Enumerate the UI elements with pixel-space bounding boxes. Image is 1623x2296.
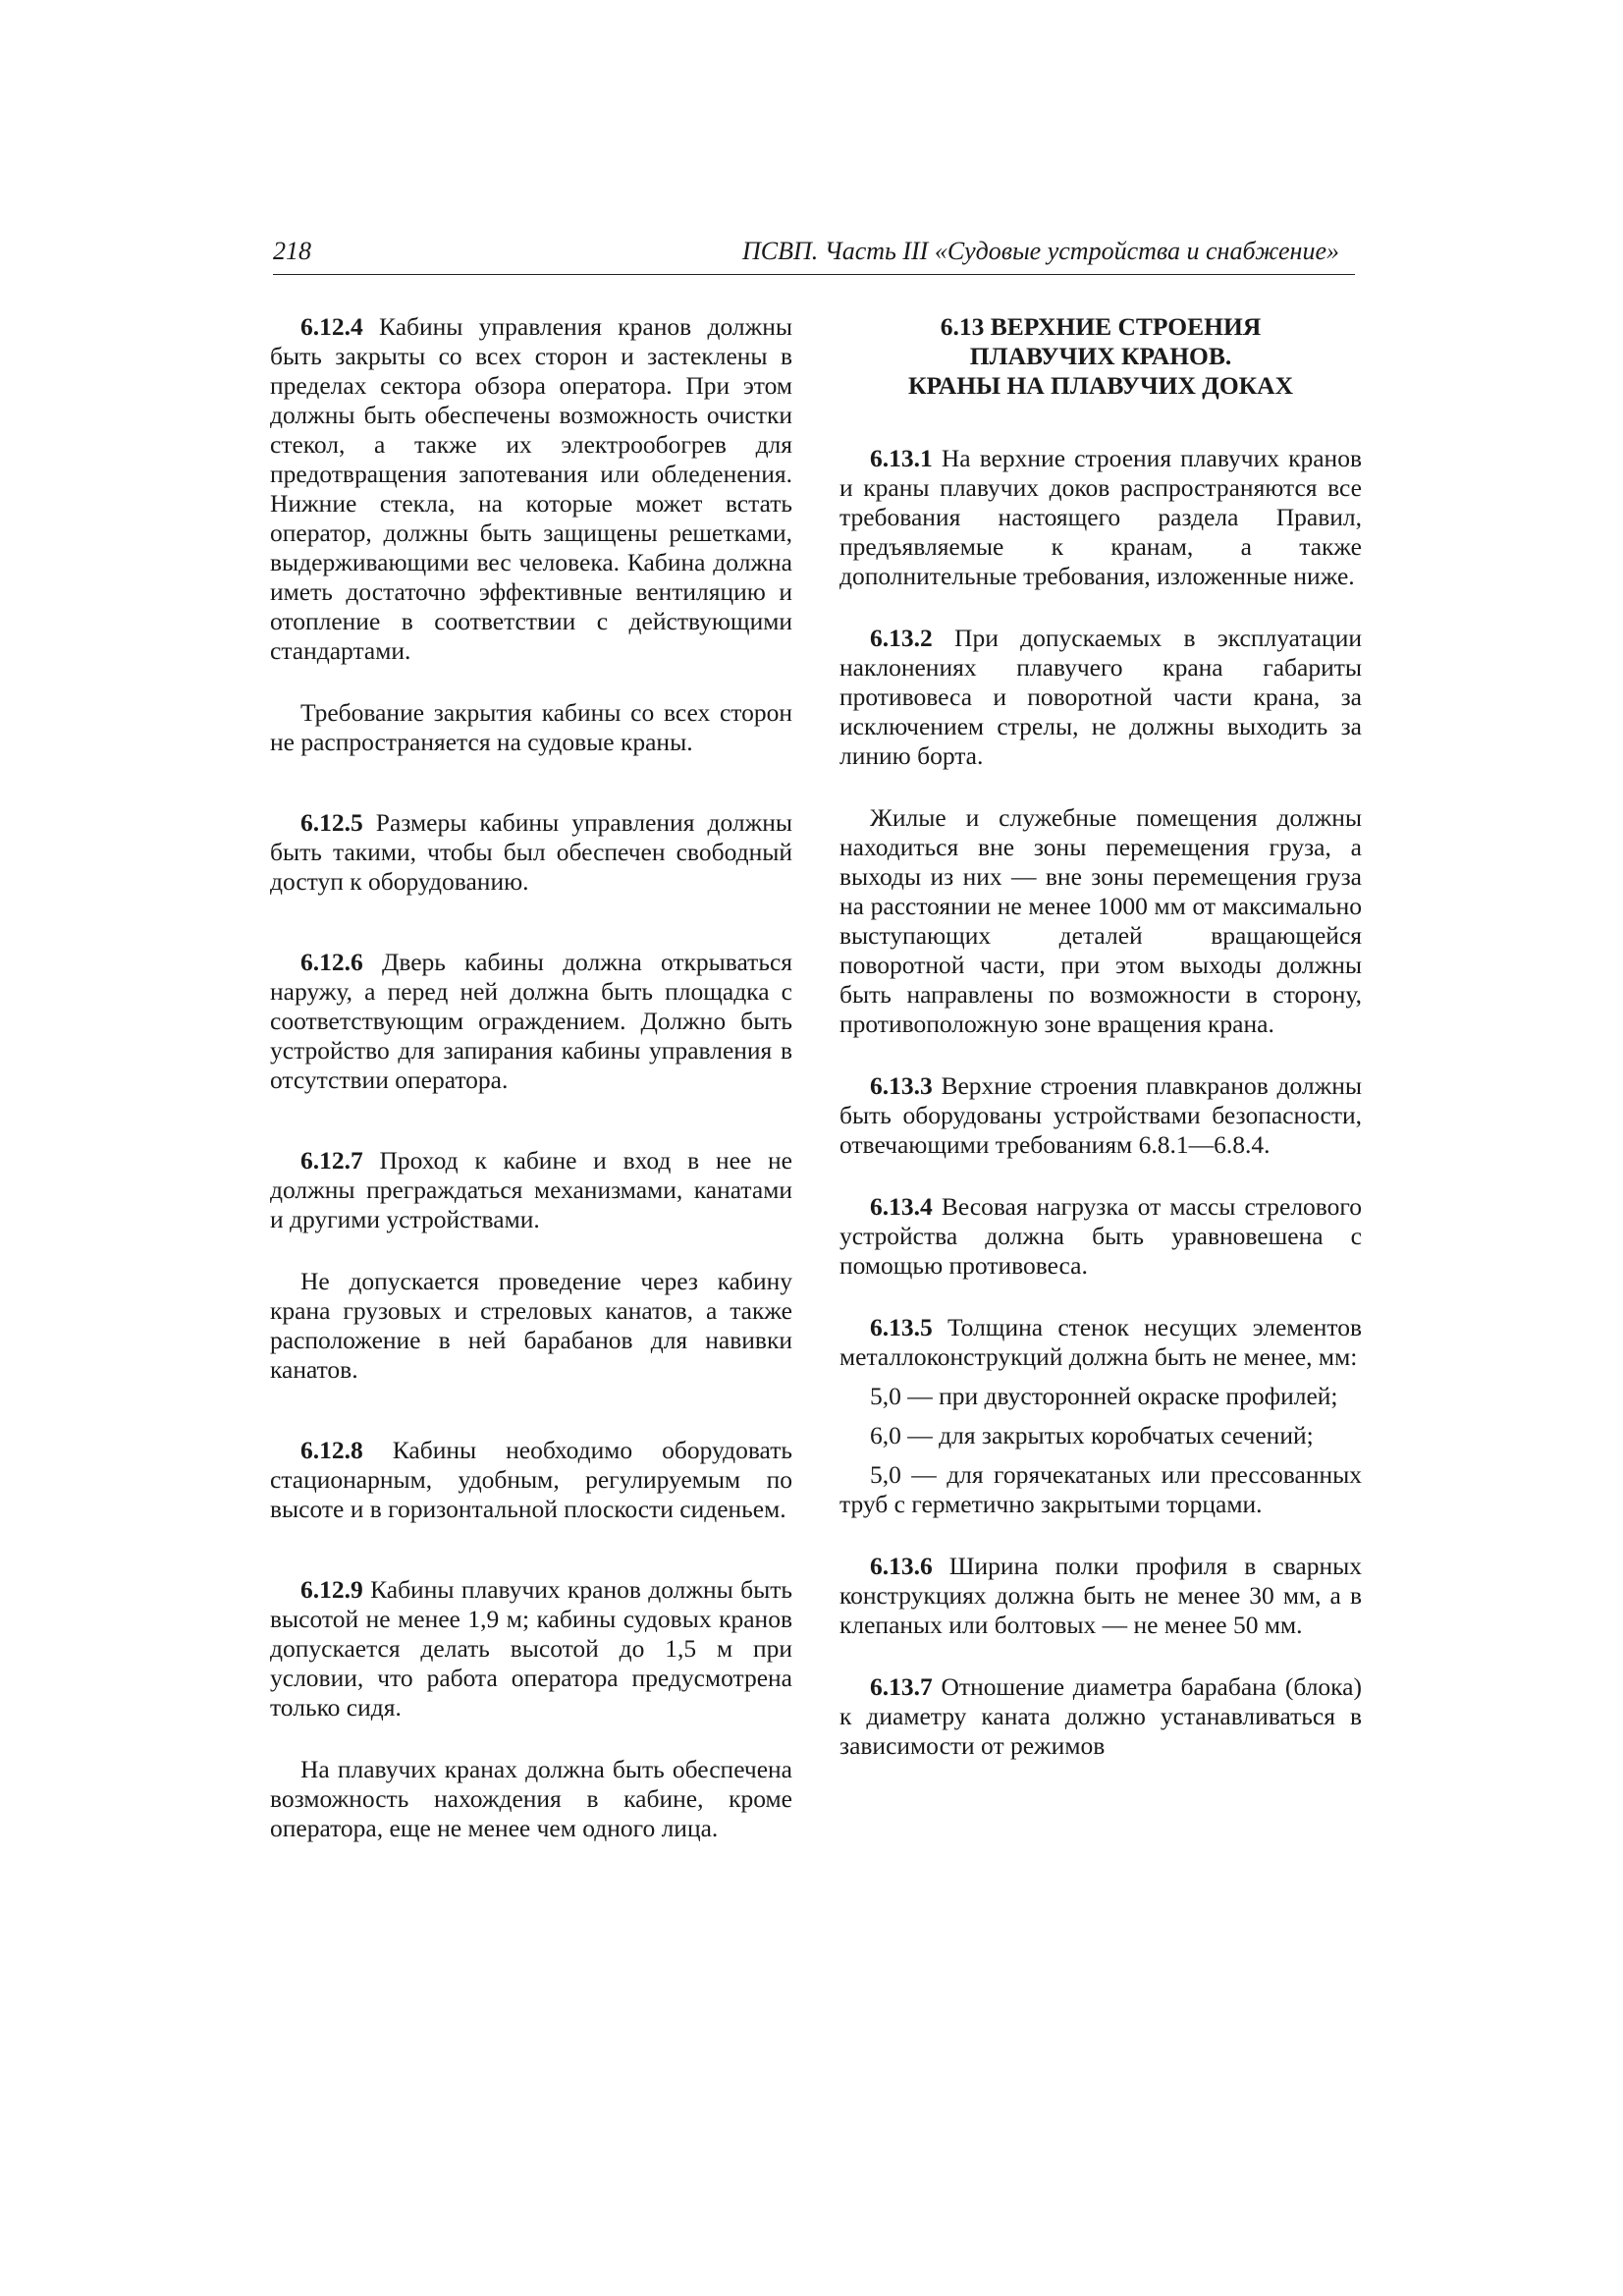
list-item [839,1460,1362,1519]
paragraph-text: Не допускается проведение через кабину крана грузовых и стреловых канатов, а также расположение в ней барабанов для навивки канатов. [270,1267,792,1384]
clause-number: 6.12.8 [300,1436,363,1464]
list-item-text: 5,0 — для горячекатаных или прессованных труб с герметично закрытыми торцами. [839,1460,1362,1518]
paragraph-text: Жилые и служебные помещения должны находиться вне зоны перемещения груза, а выходы из них — вне зоны перемещения груза на расстоянии не менее 1000 мм от максимально выступающих деталей вращающейся поворотной части, при этом выходы должны быть направлены по возможности в сторону, противоположную зоне вращения крана. [839,803,1362,1038]
clause-number: 6.12.9 [300,1575,363,1604]
clause-text: Размеры кабины управления должны быть такими, чтобы был обеспечен свободный доступ к оборудованию. [270,808,792,896]
clause-6-13-6 [839,1552,1362,1640]
clause-number: 6.12.5 [300,808,363,837]
paragraph-text: На плавучих кранах должна быть обеспечена возможность нахождения в кабине, кроме оператора, еще не менее чем одного лица. [270,1755,792,1842]
clause-text: Верхние строения плавкранов должны быть оборудованы устройствами безопасности, отвечающими требованиям 6.8.1—6.8.4. [839,1071,1362,1159]
clause-text: Весовая нагрузка от массы стрелового устройства должна быть уравновешена с помощью противовеса. [839,1192,1362,1280]
clause-number: 6.12.6 [300,948,363,976]
clause-text: Отношение диаметра барабана (блока) к диаметру каната должно устанавливаться в зависимости от режимов [839,1672,1362,1760]
clause-6-13-4 [839,1192,1362,1281]
paragraph [270,1755,792,1843]
clause-text: Кабины управления кранов должны быть закрыты со всех сторон и застеклены в пределах сектора обзора оператора. При этом должны быть обеспечены возможность очистки стекол, а также их электрообогрев для предотвращения запотевания или обледенения. Нижние стекла, на которые может встать оператор, должны быть защищены решетками, выдерживающими вес человека. Кабина должна иметь достаточно эффективные вентиляцию и отопление в соответствии с действующими стандартами. [270,312,792,665]
clause-number: 6.13.4 [870,1192,933,1221]
list-item [839,1421,1362,1450]
clause-number: 6.13.6 [870,1552,933,1580]
clause-6-12-7 [270,1146,792,1234]
clause-6-12-4 [270,312,792,666]
clause-number: 6.13.3 [870,1071,933,1100]
clause-text: На верхние строения плавучих кранов и краны плавучих доков распространяются все требования настоящего раздела Правил, предъявляемые к кранам, а также дополнительные требования, изложенные ниже. [839,444,1362,590]
clause-text: Толщина стенок несущих элементов металлоконструкций должна быть не менее, мм: [839,1313,1362,1371]
paragraph [839,803,1362,1039]
running-title: ПСВП. Часть III «Судовые устройства и снабжение» [742,237,1339,265]
clause-number: 6.13.7 [870,1672,933,1701]
clause-number: 6.12.7 [300,1146,363,1175]
clause-text: Кабины необходимо оборудовать стационарным, удобным, регулируемым по высоте и в горизонтальной плоскости сиденьем. [270,1436,792,1523]
paragraph [270,1267,792,1385]
clause-6-12-9 [270,1575,792,1722]
clause-text: Проход к кабине и вход в нее не должны преграждаться механизмами, канатами и другими устройствами. [270,1146,792,1233]
list-item [839,1382,1362,1411]
clause-6-12-6 [270,948,792,1095]
section-heading-line: 6.13 ВЕРХНИЕ СТРОЕНИЯ [940,312,1262,341]
clause-6-13-7 [839,1672,1362,1761]
clause-text: Дверь кабины должна открываться наружу, а перед ней должна быть площадка с соответствующим ограждением. Должно быть устройство для запирания кабины управления в отсутствии оператора. [270,948,792,1094]
clause-6-12-8 [270,1436,792,1524]
clause-6-13-3 [839,1071,1362,1160]
left-column [270,312,792,1876]
clause-6-13-5 [839,1313,1362,1372]
list-item-text: 5,0 — при двусторонней окраске профилей; [870,1382,1338,1410]
clause-text: При допускаемых в эксплуатации наклонениях плавучего крана габариты противовеса и поворотной части крана, за исключением стрелы, не должны выходить за линию борта. [839,624,1362,770]
page-number: 218 [273,237,311,265]
clause-number: 6.13.5 [870,1313,933,1341]
clause-number: 6.13.2 [870,624,933,652]
clause-text: Ширина полки профиля в сварных конструкциях должна быть не менее 30 мм, а в клепаных или болтовых — не менее 50 мм. [839,1552,1362,1639]
clause-6-13-2 [839,624,1362,771]
list-item-text: 6,0 — для закрытых коробчатых сечений; [870,1421,1314,1449]
section-heading-line: ПЛАВУЧИХ КРАНОВ. [969,342,1232,370]
section-heading-line: КРАНЫ НА ПЛАВУЧИХ ДОКАХ [907,371,1294,400]
clause-text: Кабины плавучих кранов должны быть высотой не менее 1,9 м; кабины судовых кранов допускается делать высотой до 1,5 м при условии, что работа оператора предусмотрена только сидя. [270,1575,792,1722]
clause-6-13-1 [839,444,1362,591]
paragraph [270,698,792,757]
clause-number: 6.12.4 [300,312,363,341]
clause-number: 6.13.1 [870,444,933,472]
right-column [839,312,1362,1793]
paragraph-text: Требование закрытия кабины со всех сторон не распространяется на судовые краны. [270,698,792,756]
clause-6-12-5 [270,808,792,897]
section-heading [839,312,1362,401]
running-header [273,235,1355,275]
